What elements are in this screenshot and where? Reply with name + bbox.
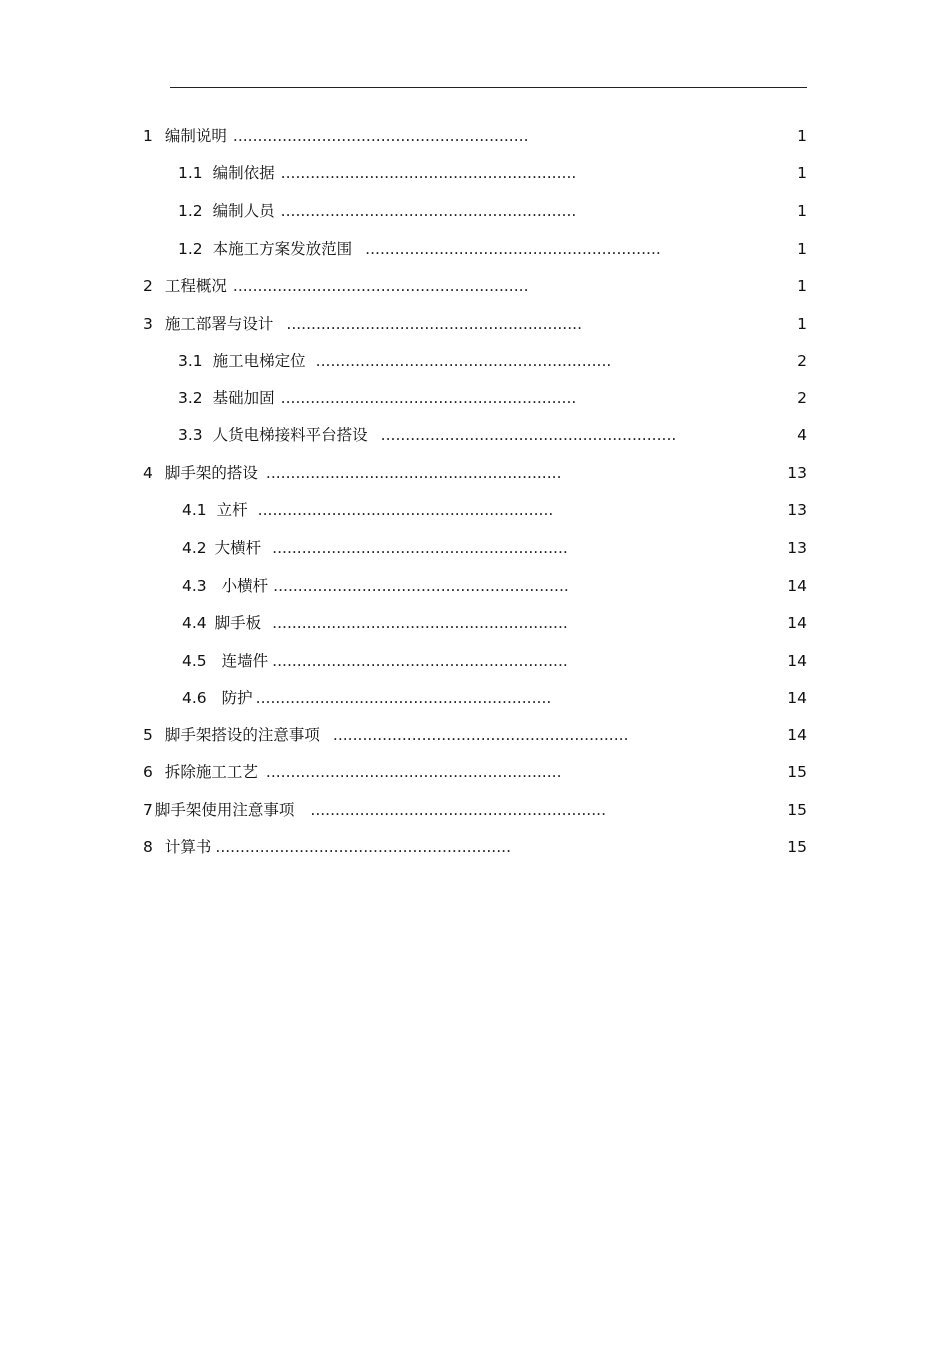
toc-entry-title: 拆除施工工艺 bbox=[164, 763, 258, 781]
toc-entry-number: 1.2 bbox=[178, 240, 203, 258]
toc-entry[interactable] bbox=[178, 200, 577, 222]
toc-leader-dots: ............................................................ bbox=[265, 464, 562, 482]
toc-entry[interactable] bbox=[182, 612, 568, 634]
toc-entry-title: 计算书 bbox=[164, 838, 212, 856]
toc-entry-page: 14 bbox=[787, 726, 807, 744]
toc-entry-number: 1.1 bbox=[178, 164, 203, 182]
toc-entry-page: 15 bbox=[787, 763, 807, 781]
toc-leader-dots: ............................................................ bbox=[310, 801, 607, 819]
toc-entry-page: 15 bbox=[787, 838, 807, 856]
toc-leader-dots: ............................................................ bbox=[232, 127, 529, 145]
toc-entry-number: 4.3 bbox=[182, 577, 207, 595]
toc-entry-page: 1 bbox=[797, 315, 807, 333]
toc-leader-dots: ............................................................ bbox=[272, 539, 568, 557]
toc-entry-page: 15 bbox=[787, 801, 807, 819]
toc-entry[interactable] bbox=[143, 462, 562, 484]
toc-entry-number: 7 bbox=[143, 801, 153, 819]
toc-entry-page: 1 bbox=[797, 277, 807, 295]
toc-entry[interactable] bbox=[143, 799, 607, 821]
toc-leader-dots: ............................................................ bbox=[315, 352, 612, 370]
toc-leader-dots: ............................................................ bbox=[332, 726, 629, 744]
toc-entry-number: 3.1 bbox=[178, 352, 203, 370]
toc-leader-dots: ............................................................ bbox=[255, 689, 552, 707]
toc-entry-title: 本施工方案发放范围 bbox=[212, 240, 353, 258]
toc-entry-title: 脚手板 bbox=[214, 614, 262, 632]
toc-entry-title: 立杆 bbox=[216, 501, 248, 519]
toc-entry-title: 施工部署与设计 bbox=[164, 315, 274, 333]
toc-entry-page: 13 bbox=[787, 464, 807, 482]
toc-entry-title: 大横杆 bbox=[214, 539, 262, 557]
toc-leader-dots: ............................................................ bbox=[273, 577, 569, 595]
toc-entry-page: 1 bbox=[797, 202, 807, 220]
toc-entry-page: 14 bbox=[787, 689, 807, 707]
toc-entry-title: 编制说明 bbox=[164, 127, 227, 145]
toc-entry-page: 13 bbox=[787, 501, 807, 519]
toc-leader-dots: ............................................................ bbox=[280, 164, 577, 182]
toc-entry-number: 6 bbox=[143, 763, 153, 781]
toc-leader-dots: ............................................................ bbox=[280, 202, 577, 220]
toc-entry[interactable] bbox=[182, 499, 554, 521]
toc-entry-page: 4 bbox=[797, 426, 807, 444]
toc-leader-dots: ............................................................ bbox=[272, 652, 568, 670]
toc-entry[interactable] bbox=[182, 537, 568, 559]
toc-entry-page: 1 bbox=[797, 240, 807, 258]
toc-entry-number: 3.3 bbox=[178, 426, 203, 444]
toc-entry[interactable] bbox=[178, 424, 677, 446]
toc-entry-number: 4.2 bbox=[182, 539, 207, 557]
toc-leader-dots: ............................................................ bbox=[280, 389, 577, 407]
toc-entry-title: 脚手架搭设的注意事项 bbox=[164, 726, 320, 744]
toc-entry-number: 4 bbox=[143, 464, 153, 482]
toc-entry[interactable] bbox=[143, 724, 629, 746]
toc-entry-page: 2 bbox=[797, 352, 807, 370]
toc-entry-title: 防护 bbox=[221, 689, 253, 707]
toc-entry-page: 14 bbox=[787, 614, 807, 632]
toc-leader-dots: ............................................................ bbox=[365, 240, 661, 258]
toc-entry[interactable] bbox=[143, 313, 583, 335]
toc-entry-title: 脚手架的搭设 bbox=[164, 464, 258, 482]
toc-leader-dots: ............................................................ bbox=[215, 838, 512, 856]
toc-entry-number: 4.1 bbox=[182, 501, 207, 519]
toc-entry-page: 2 bbox=[797, 389, 807, 407]
toc-entry-title: 编制依据 bbox=[212, 164, 275, 182]
toc-entry[interactable] bbox=[182, 687, 552, 709]
toc-entry[interactable] bbox=[178, 350, 612, 372]
toc-entry-title: 小横杆 bbox=[221, 577, 269, 595]
toc-entry-page: 14 bbox=[787, 577, 807, 595]
toc-entry[interactable] bbox=[178, 162, 577, 184]
toc-entry-page: 1 bbox=[797, 127, 807, 145]
toc-entry[interactable] bbox=[182, 575, 569, 597]
toc-entry-number: 5 bbox=[143, 726, 153, 744]
toc-leader-dots: ............................................................ bbox=[257, 501, 554, 519]
toc-leader-dots: ............................................................ bbox=[272, 614, 568, 632]
toc-entry[interactable] bbox=[143, 836, 511, 858]
toc-entry-title: 脚手架使用注意事项 bbox=[154, 801, 295, 819]
toc-leader-dots: ............................................................ bbox=[380, 426, 677, 444]
toc-entry-title: 工程概况 bbox=[164, 277, 227, 295]
toc-leader-dots: ............................................................ bbox=[286, 315, 583, 333]
toc-entry-number: 8 bbox=[143, 838, 153, 856]
toc-entry-title: 人货电梯接料平台搭设 bbox=[212, 426, 368, 444]
toc-leader-dots: ............................................................ bbox=[232, 277, 529, 295]
toc-entry[interactable] bbox=[143, 125, 529, 147]
toc-entry-title: 基础加固 bbox=[212, 389, 275, 407]
toc-entry-number: 3.2 bbox=[178, 389, 203, 407]
toc-entry-page: 14 bbox=[787, 652, 807, 670]
toc-entry-title: 连墙件 bbox=[221, 652, 269, 670]
toc-entry-page: 1 bbox=[797, 164, 807, 182]
toc-entry-number: 1.2 bbox=[178, 202, 203, 220]
toc-entry-title: 施工电梯定位 bbox=[212, 352, 306, 370]
toc-entry-number: 4.4 bbox=[182, 614, 207, 632]
toc-entry[interactable] bbox=[182, 650, 568, 672]
toc-entry-number: 2 bbox=[143, 277, 153, 295]
toc-entry-number: 3 bbox=[143, 315, 153, 333]
toc-entry-number: 4.6 bbox=[182, 689, 207, 707]
toc-entry-title: 编制人员 bbox=[212, 202, 275, 220]
toc-entry[interactable] bbox=[178, 238, 661, 260]
toc-entry[interactable] bbox=[178, 387, 577, 409]
toc-entry-number: 4.5 bbox=[182, 652, 207, 670]
toc-entry-number: 1 bbox=[143, 127, 153, 145]
toc-entry-page: 13 bbox=[787, 539, 807, 557]
toc-entry[interactable] bbox=[143, 761, 562, 783]
toc-entry[interactable] bbox=[143, 275, 529, 297]
toc-leader-dots: ............................................................ bbox=[265, 763, 562, 781]
